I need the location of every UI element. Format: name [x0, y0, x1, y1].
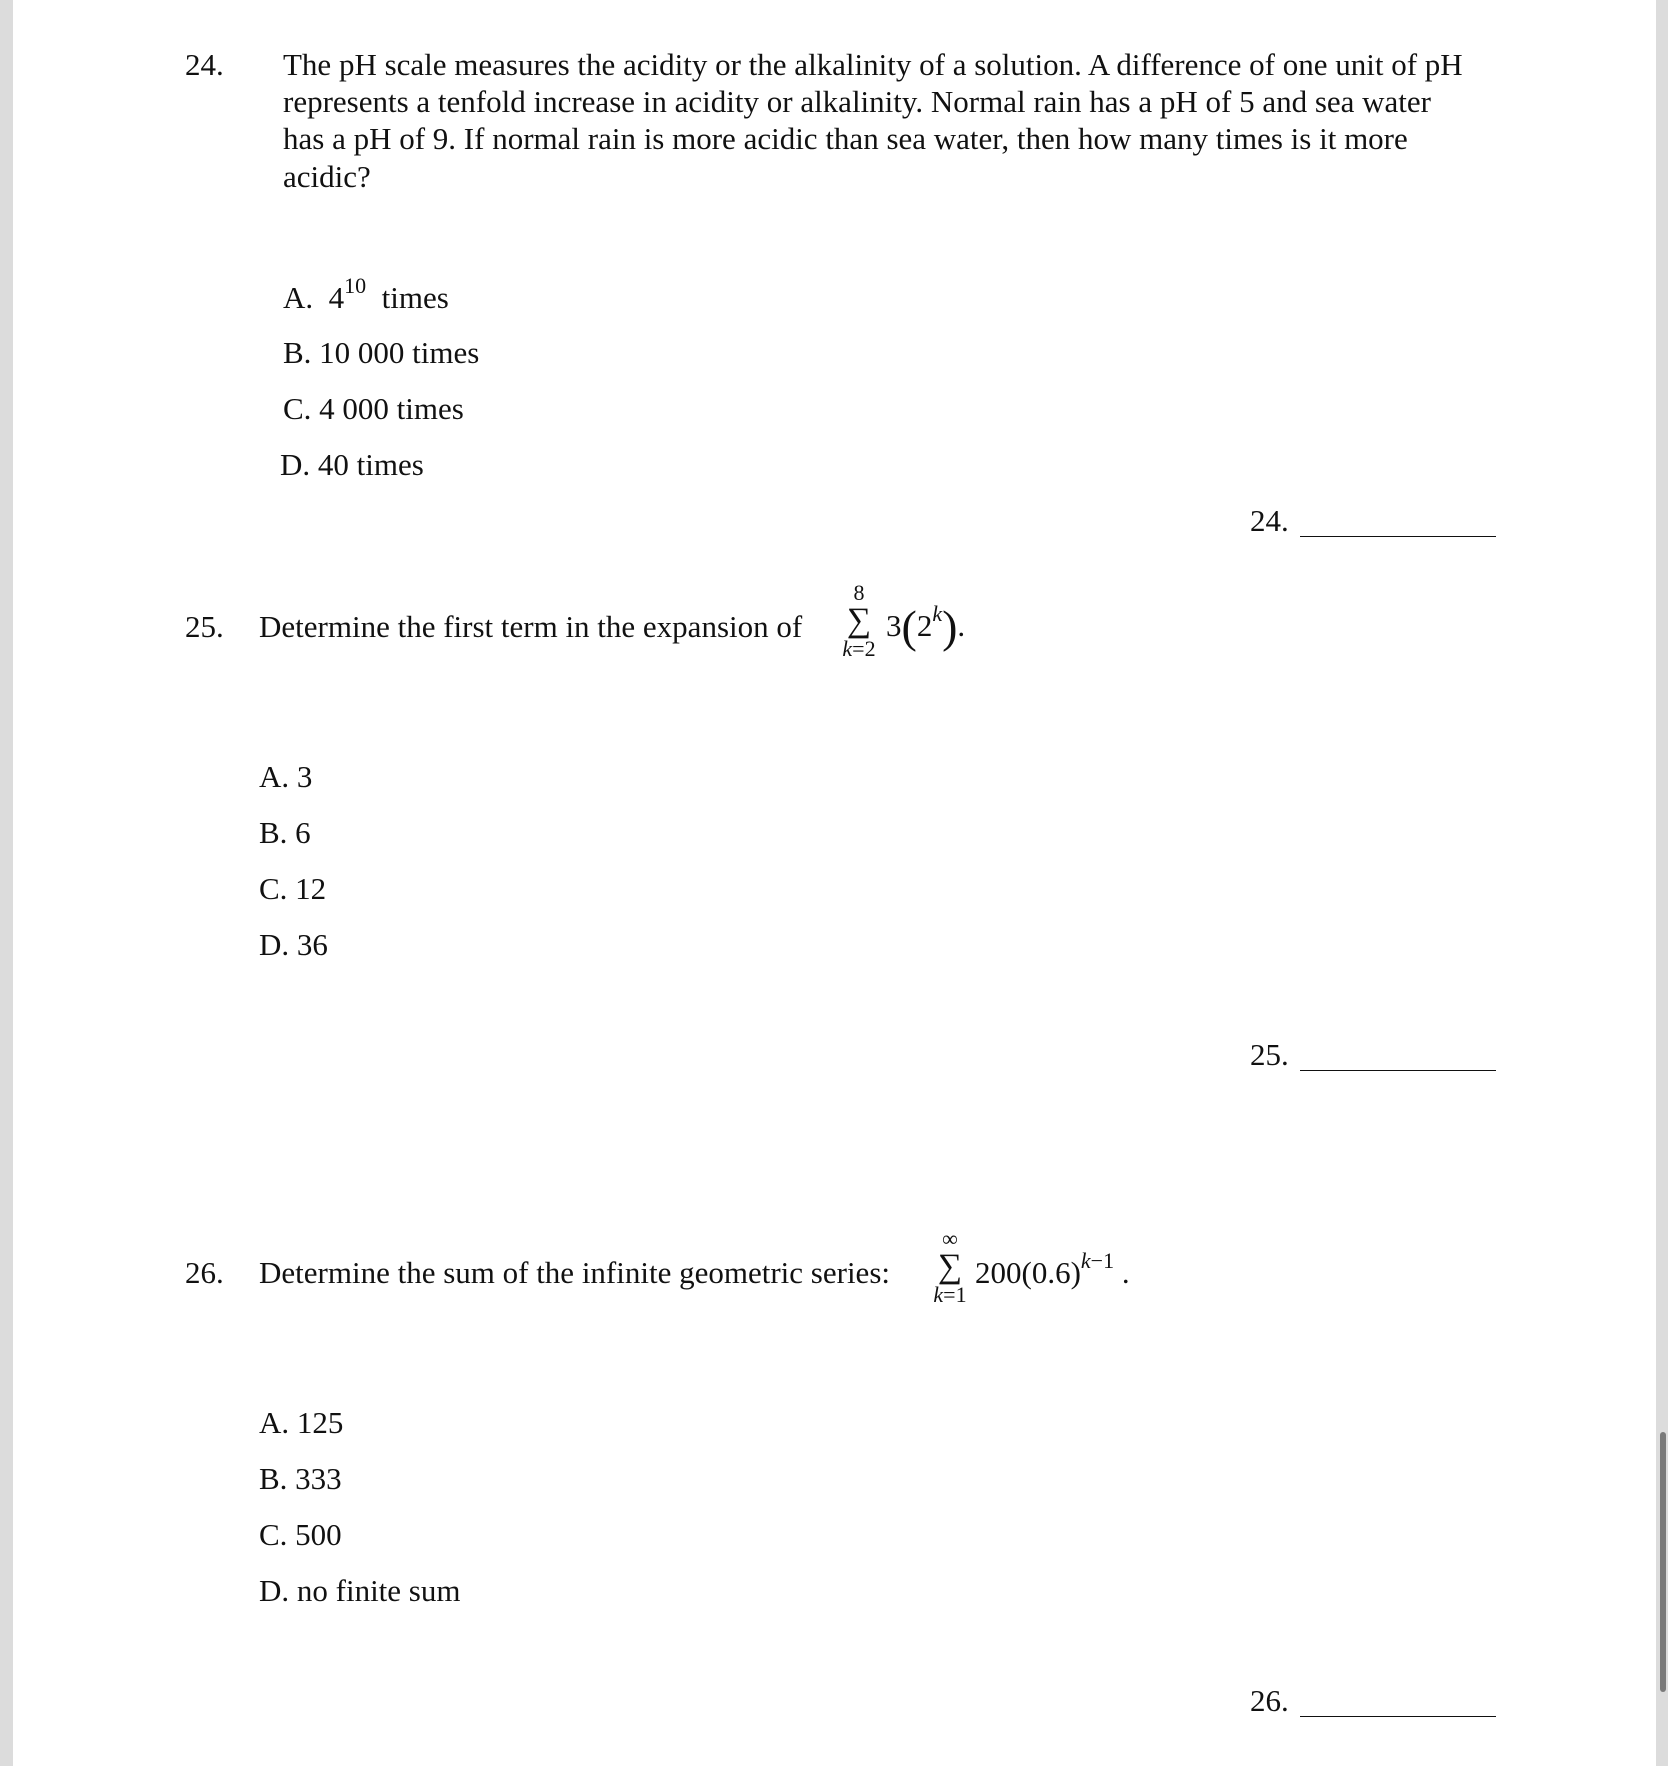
- sum-lower-limit: [834, 638, 884, 660]
- question-24-line-3: has a pH of 9. If normal rain is more acidic than sea water, then how many times is it more: [283, 121, 1408, 157]
- question-26-number: 26.: [185, 1255, 224, 1290]
- term-period: .: [957, 608, 966, 643]
- question-26-option-b: B. 333: [259, 1461, 342, 1496]
- question-25-term: [886, 600, 966, 652]
- sigma-icon: ∑: [937, 1248, 963, 1285]
- answer-24-label: 24.: [1250, 503, 1289, 538]
- answer-26-blank[interactable]: [1300, 1716, 1496, 1717]
- question-24-option-c: C. 4 000 times: [283, 391, 464, 426]
- question-24-line-4: acidic?: [283, 158, 371, 194]
- term-coefficient: 200: [975, 1255, 1022, 1290]
- term-ratio: (0.6): [1021, 1255, 1081, 1290]
- term-coefficient: 3: [886, 608, 902, 643]
- term-base: 2: [916, 608, 933, 643]
- sum-lower-limit: [924, 1284, 976, 1306]
- question-24-line-2: represents a tenfold increase in acidity or alkalinity. Normal rain has a pH of 5 and sea water: [283, 84, 1431, 120]
- scrollbar[interactable]: [1660, 1432, 1666, 1692]
- sum-lower-eq: =2: [852, 636, 876, 661]
- sum-lower-eq: =1: [943, 1282, 967, 1307]
- close-paren: ): [942, 601, 958, 652]
- open-paren: (: [901, 601, 917, 652]
- answer-25-label: 25.: [1250, 1037, 1289, 1072]
- question-25-text: Determine the first term in the expansion of: [259, 609, 803, 644]
- term-exponent: k: [932, 600, 943, 626]
- question-24-option-a: [283, 272, 449, 316]
- sum-lower-var: k: [933, 1282, 944, 1307]
- exponent-rest: −1: [1090, 1247, 1115, 1273]
- question-25-option-c: C. 12: [259, 871, 327, 906]
- option-a-exponent: 10: [344, 272, 367, 298]
- sum-lower-var: k: [842, 636, 853, 661]
- question-24-number: 24.: [185, 47, 224, 82]
- option-a-base: 4: [328, 280, 345, 315]
- sum-upper-limit: 8: [853, 580, 865, 605]
- answer-25-blank[interactable]: [1300, 1070, 1496, 1071]
- question-26-term: [975, 1247, 1130, 1291]
- question-26-option-a: A. 125: [259, 1405, 344, 1440]
- question-25-option-b: B. 6: [259, 815, 311, 850]
- question-26-option-d: D. no finite sum: [259, 1573, 461, 1608]
- question-26-summation: [924, 1228, 976, 1306]
- question-26-text: Determine the sum of the infinite geometric series:: [259, 1255, 890, 1290]
- term-exponent: [1081, 1248, 1114, 1273]
- sigma-icon: ∑: [846, 602, 872, 639]
- answer-24-blank[interactable]: [1300, 536, 1496, 537]
- question-25-summation: [834, 582, 884, 660]
- question-24-option-d: D. 40 times: [280, 447, 424, 482]
- question-24-line-1: The pH scale measures the acidity or the alkalinity of a solution. A difference of one unit of pH: [283, 47, 1463, 82]
- question-25-option-a: A. 3: [259, 759, 313, 794]
- answer-26-label: 26.: [1250, 1683, 1289, 1718]
- option-a-tail: times: [381, 280, 449, 315]
- question-24-option-b: B. 10 000 times: [283, 335, 480, 370]
- question-25-option-d: D. 36: [259, 927, 328, 962]
- term-period: .: [1121, 1255, 1130, 1290]
- sum-upper-limit: ∞: [942, 1226, 958, 1251]
- question-26-option-c: C. 500: [259, 1517, 342, 1552]
- question-25-number: 25.: [185, 609, 224, 644]
- question-24-text: [283, 46, 1553, 195]
- exponent-var: k: [1080, 1247, 1091, 1273]
- option-a-label: A.: [283, 280, 314, 315]
